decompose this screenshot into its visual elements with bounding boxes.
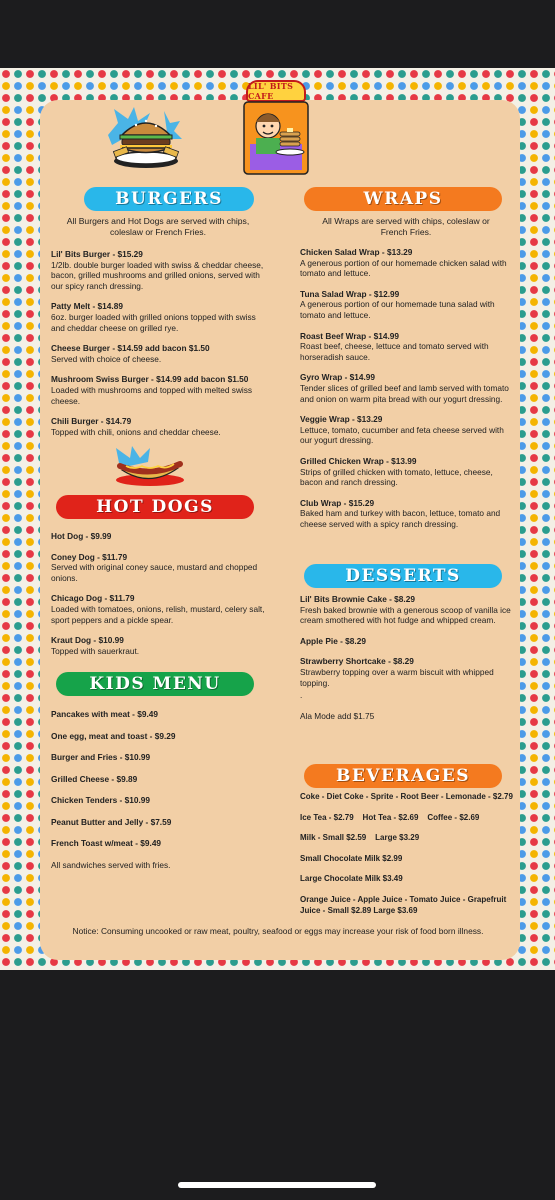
- beverages-heading: BEVERAGES: [304, 764, 502, 788]
- wraps-list: [300, 247, 512, 529]
- kid-pancakes-clipart-icon: [242, 100, 310, 176]
- item-desc: Loaded with mushrooms and topped with melted swiss cheese.: [51, 384, 253, 406]
- item-desc: 6oz. burger loaded with grilled onions topped with swiss and cheddar cheese on grilled rye.: [51, 311, 256, 333]
- menu-item: [300, 331, 512, 363]
- item-desc: Topped with sauerkraut.: [51, 645, 140, 656]
- menu-item: [51, 301, 266, 333]
- item-desc: Loaded with tomatoes, onions, relish, mustard, celery salt, sport peppers and a pickle spear.: [51, 603, 265, 625]
- wraps-intro: All Wraps are served with chips, coleslaw or French Fries.: [322, 216, 490, 237]
- desserts-heading: DESSERTS: [304, 564, 502, 588]
- item-desc: Strawberry topping over a warm biscuit with whipped topping.: [300, 666, 494, 688]
- beverage-item: Ice Tea - $2.79 Hot Tea - $2.69 Coffee - $2.69: [300, 812, 480, 822]
- kids-list: [51, 704, 266, 876]
- menu-item: Grilled Cheese - $9.89: [51, 773, 138, 784]
- menu-item: [51, 635, 266, 656]
- item-desc: Roast beef, cheese, lettuce and tomato served with horseradish sauce.: [300, 341, 489, 362]
- item-name: Kraut Dog - $10.99: [51, 635, 124, 646]
- burgers-list: [51, 249, 266, 437]
- ala-mode-note: Ala Mode add $1.75: [300, 710, 375, 721]
- menu-item: [300, 636, 512, 647]
- item-name: Mushroom Swiss Burger - $14.99 add bacon $1.50: [51, 374, 249, 385]
- menu-item: [51, 552, 266, 584]
- beverage-item: Small Chocolate Milk $2.99: [300, 853, 403, 863]
- item-name: Strawberry Shortcake - $8.29: [300, 656, 414, 667]
- kids-menu-heading: KIDS MENU: [56, 672, 254, 696]
- item-name: Roast Beef Wrap - $14.99: [300, 330, 399, 341]
- menu-item: [300, 594, 512, 626]
- burgers-intro: All Burgers and Hot Dogs are served with chips, coleslaw or French Fries.: [66, 216, 250, 237]
- menu-item: [300, 498, 512, 530]
- menu-item: [51, 249, 266, 291]
- item-name: Lil' Bits Burger - $15.29: [51, 249, 143, 259]
- menu-item: [51, 593, 266, 625]
- menu-item: [51, 531, 266, 542]
- item-desc: Served with choice of cheese.: [51, 353, 162, 364]
- item-desc: Strips of grilled chicken with tomato, lettuce, cheese, bacon and ranch dressing.: [300, 466, 493, 488]
- item-desc: Lettuce, tomato, cucumber and feta cheese served with our yogurt dressing.: [300, 424, 504, 446]
- item-name: Gyro Wrap - $14.99: [300, 372, 376, 383]
- beverage-item: Large Chocolate Milk $3.49: [300, 874, 403, 884]
- beverages-list: [300, 792, 514, 916]
- item-name: Veggie Wrap - $13.29: [300, 414, 383, 425]
- item-name: Chicago Dog - $11.79: [51, 593, 135, 604]
- hotdogs-heading: HOT DOGS: [56, 495, 254, 519]
- desserts-dot: .: [300, 690, 303, 701]
- item-desc: Served with original coney sauce, mustard and chopped onions.: [51, 562, 258, 583]
- beverage-item: Milk - Small $2.59 Large $3.29: [300, 833, 420, 843]
- hotdog-clipart-icon: [110, 444, 186, 488]
- item-name: Chicken Salad Wrap - $13.29: [300, 247, 413, 257]
- menu-item: French Toast w/meat - $9.49: [51, 838, 162, 848]
- item-desc: 1/2lb. double burger loaded with swiss & cheddar cheese, bacon, grilled mushrooms and grilled onions, served with our spicy ranch dressing.: [51, 259, 264, 291]
- kids-note: All sandwiches served with fries.: [51, 859, 171, 870]
- menu-item: [51, 416, 266, 437]
- menu-item: Pancakes with meat - $9.49: [51, 709, 158, 719]
- menu-item: One egg, meat and toast - $9.29: [51, 730, 176, 741]
- home-indicator[interactable]: [178, 1182, 376, 1188]
- menu-item: [300, 372, 512, 404]
- item-name: Chili Burger - $14.79: [51, 416, 132, 427]
- menu-item: [300, 414, 512, 446]
- item-name: Apple Pie - $8.29: [300, 635, 366, 646]
- item-desc: A generous portion of our homemade chicken salad with tomato and lettuce.: [300, 257, 507, 279]
- menu-item: Peanut Butter and Jelly - $7.59: [51, 816, 172, 827]
- item-name: Tuna Salad Wrap - $12.99: [300, 288, 400, 299]
- item-desc: Baked ham and turkey with bacon, lettuce, tomato and cheese served with a spicy ranch dressing.: [300, 508, 501, 529]
- hotdogs-list: [51, 531, 266, 656]
- item-desc: Fresh baked brownie with a generous scoop of vanilla ice cream smothered with hot fudge and whipped cream.: [300, 604, 511, 626]
- menu-item: [300, 247, 512, 279]
- item-desc: Topped with chili, onions and cheddar cheese.: [51, 426, 221, 437]
- item-name: Lil' Bits Brownie Cake - $8.29: [300, 594, 415, 604]
- item-name: Coney Dog - $11.79: [51, 551, 128, 562]
- item-name: Club Wrap - $15.29: [300, 497, 375, 508]
- item-name: Hot Dog - $9.99: [51, 531, 112, 541]
- item-desc: Tender slices of grilled beef and lamb served with tomato and onion on warm pita bread with our yogurt dressing.: [300, 382, 509, 404]
- burgers-heading: BURGERS: [84, 187, 254, 211]
- menu-item: [300, 289, 512, 321]
- item-name: Patty Melt - $14.89: [51, 301, 123, 312]
- item-name: Cheese Burger - $14.59 add bacon $1.50: [51, 343, 210, 354]
- menu-item: [300, 456, 512, 488]
- cafe-logo: LIL' BITS CAFE: [246, 80, 306, 102]
- item-desc: A generous portion of our homemade tuna salad with tomato and lettuce.: [300, 299, 495, 320]
- menu-item: [51, 374, 266, 406]
- menu-item: Chicken Tenders - $10.99: [51, 795, 150, 805]
- beverage-item: Coke - Diet Coke - Sprite - Root Beer - Lemonade - $2.79: [300, 792, 513, 801]
- burger-clipart-icon: [104, 105, 184, 171]
- wraps-heading: WRAPS: [304, 187, 502, 211]
- menu-item: [300, 656, 512, 688]
- beverage-item: Orange Juice - Apple Juice - Tomato Juice - Grapefruit Juice - Small $2.89 Large $3.69: [300, 894, 507, 915]
- menu-item: Burger and Fries - $10.99: [51, 752, 151, 762]
- food-safety-notice: Notice: Consuming uncooked or raw meat, poultry, seafood or eggs may increase your risk of food born illness.: [72, 926, 484, 936]
- menu-item: [51, 343, 266, 364]
- item-name: Grilled Chicken Wrap - $13.99: [300, 455, 417, 466]
- desserts-list: [300, 594, 512, 721]
